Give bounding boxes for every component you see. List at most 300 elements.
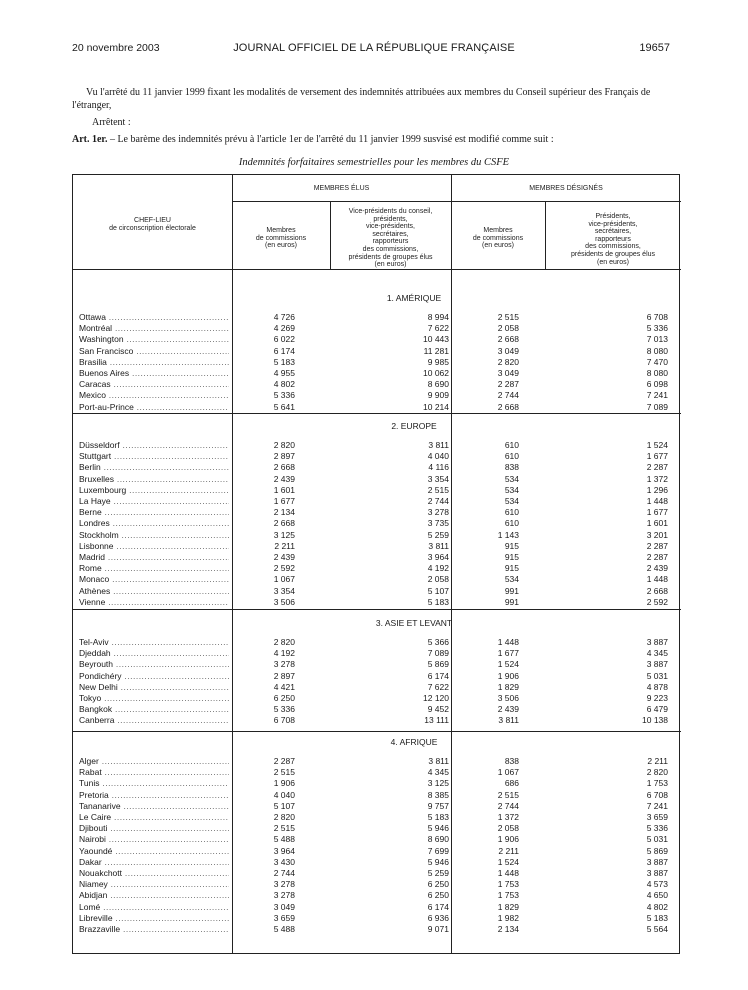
city-name: Caracas ..... [79,379,229,390]
city-name: Canberra ..... [79,715,229,726]
elus-vice-value: 10 214 [423,401,449,412]
designes-presidents-value: 9 223 [646,693,668,703]
city-name: Luxembourg ..... [79,485,229,496]
table-row [73,586,681,597]
designes-presidents-value: 7 470 [646,356,668,367]
designes-presidents-value: 8 080 [646,345,668,356]
table-row [73,541,681,552]
designes-presidents-value: 3 887 [646,659,668,670]
elus-vice-value: 5 946 [427,856,449,867]
designes-membres-value: 1 829 [497,681,519,692]
elus-membres-value: 2 897 [273,451,295,462]
elus-vice-value: 3 811 [428,540,449,551]
city-name: Buenos Aires ..... [79,368,229,379]
indemnities-table [72,174,680,954]
designes-membres-value: 1 448 [497,637,519,647]
elus-membres-value: 2 287 [273,756,295,766]
elus-vice-value: 9 452 [427,704,449,715]
city-name: San Francisco ..... [79,346,229,357]
designes-membres-value: 2 668 [497,401,519,412]
designes-presidents-value: 2 287 [646,462,668,473]
designes-presidents-value: 6 708 [646,789,668,800]
elus-membres-value: 3 125 [273,529,295,540]
table-caption: Indemnités forfaitaires semestrielles pour les membres du CSFE [238,157,510,168]
designes-membres-value: 610 [504,507,519,518]
city-name: Beyrouth ..... [79,659,229,670]
elus-vice-value: 8 385 [427,789,449,800]
table-row [73,474,681,485]
elus-vice-value: 3 354 [427,473,449,484]
city-name: Djeddah ..... [79,648,229,659]
journal-title: JOURNAL OFFICIEL DE LA RÉPUBLIQUE FRANÇAISE [233,42,515,54]
city-name: Tunis ..... [79,778,229,789]
city-name: Londres ..... [79,518,229,529]
designes-membres-value: 3 049 [497,368,519,378]
designes-membres-value: 2 134 [497,924,519,934]
elus-vice-value: 9 985 [427,356,449,367]
designes-presidents-value: 1 448 [646,574,668,585]
city-name: Le Caire ..... [79,812,229,823]
section-separator [73,609,681,610]
vu-paragraph: Vu l'arrêté du 11 janvier 1999 fixant les modalités de versement des indemnités attribuées aux membres du Conseil supérieur des Français de l'étranger, [72,87,651,111]
city-name: Rome ..... [79,563,229,574]
table-row [73,693,681,704]
city-name: Brazzaville ..... [79,924,229,935]
elus-vice-value: 8 994 [427,312,449,322]
city-name: Abidjan ..... [79,890,229,901]
elus-membres-value: 4 802 [273,379,295,390]
city-name: Washington ..... [79,334,229,345]
table-row [73,767,681,778]
designes-presidents-value: 5 869 [646,845,668,856]
designes-presidents-value: 4 650 [646,890,668,901]
table-row [73,868,681,879]
table-row [73,857,681,868]
designes-presidents-value: 5 564 [646,924,668,934]
city-name: Brasilia ..... [79,357,229,368]
table-row [73,496,681,507]
table-row [73,778,681,789]
elus-membres-value: 3 354 [273,585,295,596]
designes-presidents-value: 4 345 [646,648,668,659]
designes-membres-value: 686 [504,778,519,789]
designes-membres-value: 915 [504,563,519,574]
designes-membres-value: 1 677 [497,648,519,659]
designes-presidents-value: 3 887 [646,637,668,647]
elus-membres-value: 3 049 [273,901,295,912]
table-row [73,846,681,857]
designes-membres-value: 915 [504,552,519,562]
designes-membres-value: 1 524 [497,856,519,867]
designes-presidents-value: 4 878 [646,681,668,692]
designes-presidents-value: 4 573 [646,879,668,890]
city-name: Bruxelles ..... [79,474,229,485]
designes-presidents-value: 5 336 [646,323,668,334]
elus-vice-value: 9 071 [427,924,449,934]
designes-presidents-value: 6 098 [646,379,668,390]
table-row [73,879,681,890]
designes-presidents-value: 2 287 [646,540,668,551]
designes-presidents-value: 2 287 [646,552,668,562]
designes-membres-value: 1 906 [497,670,519,681]
city-name: Madrid ..... [79,552,229,563]
elus-vice-value: 8 690 [427,379,449,390]
elus-vice-value: 4 040 [427,451,449,462]
table-row [73,451,681,462]
designes-presidents-value: 4 802 [646,901,668,912]
elus-vice-value: 7 699 [427,845,449,856]
elus-vice-value: 13 111 [424,715,449,726]
designes-membres-value: 2 744 [497,390,519,401]
section-title: 2. EUROPE [391,421,437,431]
designes-presidents-value: 2 668 [646,585,668,596]
designes-membres-value: 610 [504,518,519,529]
table-row [73,659,681,670]
table-row [73,913,681,924]
table-row [73,440,681,451]
city-name: Stuttgart ..... [79,451,229,462]
table-row [73,715,681,726]
elus-vice-value: 9 909 [427,390,449,401]
elus-membres-value: 6 022 [273,334,295,345]
designes-presidents-value: 3 887 [646,868,668,878]
elus-membres-value: 2 515 [273,767,295,778]
elus-membres-value: 2 439 [273,473,295,484]
city-name: Athènes ..... [79,586,229,597]
section-title: 1. AMÉRIQUE [386,293,442,303]
designes-presidents-value: 5 183 [646,912,668,923]
elus-membres-value: 2 897 [273,670,295,681]
elus-membres-value: 4 726 [273,312,295,322]
designes-membres-value: 3 506 [497,693,519,703]
elus-membres-value: 2 744 [273,868,295,878]
city-name: Lisbonne ..... [79,541,229,552]
designes-presidents-value: 7 241 [646,800,668,811]
designes-membres-value: 1 829 [497,901,519,912]
designes-membres-value: 3 049 [497,345,519,356]
table-row [73,924,681,935]
table-row [73,648,681,659]
table-row [73,402,681,413]
table-row [73,518,681,529]
elus-membres-value: 5 107 [273,800,295,811]
city-name: Montréal ..... [79,323,229,334]
city-name: Pondichéry ..... [79,671,229,682]
table-row [73,671,681,682]
designes-membres-value: 838 [504,462,519,473]
table-row [73,552,681,563]
table-row [73,530,681,541]
elus-membres-value: 2 820 [273,637,295,647]
elus-membres-value: 5 336 [273,390,295,401]
designes-membres-value: 534 [504,496,519,506]
elus-membres-value: 2 439 [273,552,295,562]
table-row [73,637,681,648]
elus-vice-value: 5 869 [427,659,449,670]
table-row [73,574,681,585]
designes-presidents-value: 1 524 [646,440,668,450]
table-row [73,462,681,473]
elus-vice-value: 3 278 [427,507,449,518]
city-name: Rabat ..... [79,767,229,778]
elus-vice-value: 4 192 [427,563,449,574]
city-name: Bangkok ..... [79,704,229,715]
elus-vice-value: 6 250 [427,890,449,901]
city-name: La Haye ..... [79,496,229,507]
elus-membres-value: 1 067 [273,574,295,585]
elus-membres-value: 2 134 [273,507,295,518]
designes-presidents-value: 5 336 [646,823,668,834]
elus-vice-value: 8 690 [427,834,449,845]
elus-membres-value: 3 278 [273,659,295,670]
designes-membres-value: 1 753 [497,879,519,890]
elus-vice-value: 7 089 [427,648,449,659]
elus-membres-value: 4 955 [273,368,295,378]
elus-membres-value: 2 820 [273,812,295,822]
city-name: Pretoria ..... [79,790,229,801]
table-row [73,890,681,901]
designes-membres-value: 534 [504,484,519,495]
designes-presidents-value: 1 601 [646,518,668,529]
elus-membres-value: 2 820 [273,440,295,450]
table-row [73,597,681,608]
table-row [73,346,681,357]
header-chef-lieu: CHEF-LIEU de circonscription électorale [109,217,196,232]
table-row [73,790,681,801]
elus-vice-value: 11 281 [423,345,449,356]
page-number: 19657 [639,42,670,54]
header-elus-vice: Vice-présidents du conseil, présidents, vice-présidents, secrétaires, rapporteurs des commissions, présidents de groupes élus (en euros) [348,208,433,269]
city-name: Tokyo ..... [79,693,229,704]
elus-vice-value: 3 125 [427,778,449,789]
elus-vice-value: 7 622 [427,323,449,334]
table-row [73,563,681,574]
designes-membres-value: 2 668 [497,334,519,345]
table-row [73,834,681,845]
designes-presidents-value: 5 031 [646,834,668,845]
city-name: Monaco ..... [79,574,229,585]
city-name: Vienne ..... [79,597,229,608]
designes-membres-value: 610 [504,451,519,462]
city-name: Libreville ..... [79,913,229,924]
city-name: Ottawa ..... [79,312,229,323]
designes-membres-value: 838 [504,756,519,766]
elus-vice-value: 2 744 [427,496,449,506]
elus-vice-value: 5 946 [427,823,449,834]
article-label: Art. 1er. [72,134,108,145]
elus-membres-value: 2 668 [273,462,295,473]
elus-vice-value: 10 443 [423,334,449,345]
elus-vice-value: 5 259 [427,529,449,540]
elus-membres-value: 3 659 [273,912,295,923]
city-name: Berne ..... [79,507,229,518]
section-separator [73,731,681,732]
table-row [73,390,681,401]
designes-membres-value: 1 906 [497,834,519,845]
designes-membres-value: 2 211 [498,845,519,856]
elus-membres-value: 4 421 [273,681,295,692]
elus-membres-value: 6 250 [273,693,295,703]
elus-vice-value: 2 058 [427,574,449,585]
elus-membres-value: 3 278 [273,879,295,890]
designes-presidents-value: 7 241 [646,390,668,401]
table-row [73,368,681,379]
elus-membres-value: 2 668 [273,518,295,529]
city-name: Dakar ..... [79,857,229,868]
designes-presidents-value: 8 080 [646,368,668,378]
designes-presidents-value: 3 659 [646,812,668,822]
header-elus-membres: Membres de commissions (en euros) [255,227,307,250]
table-row [73,379,681,390]
elus-vice-value: 3 811 [428,440,449,450]
designes-membres-value: 1 524 [497,659,519,670]
city-name: Mexico ..... [79,390,229,401]
table-row [73,334,681,345]
elus-membres-value: 2 592 [273,563,295,574]
designes-membres-value: 2 439 [497,704,519,715]
elus-membres-value: 3 278 [273,890,295,901]
table-row [73,801,681,812]
city-name: Tel-Aviv ..... [79,637,229,648]
designes-presidents-value: 2 439 [646,563,668,574]
header-designes-presidents: Présidents, vice-présidents, secrétaires, rapporteurs des commissions, présidents de groupes élus (en euros) [570,213,656,266]
elus-vice-value: 6 174 [427,901,449,912]
designes-membres-value: 534 [504,574,519,585]
city-name: Nouakchott ..... [79,868,229,879]
elus-membres-value: 6 708 [273,715,295,726]
city-name: Nairobi ..... [79,834,229,845]
city-name: Tananarive ..... [79,801,229,812]
elus-membres-value: 1 906 [273,778,295,789]
elus-vice-value: 6 174 [427,670,449,681]
designes-presidents-value: 3 887 [646,856,668,867]
elus-membres-value: 3 506 [273,596,295,607]
city-name: Yaoundé ..... [79,846,229,857]
elus-vice-value: 5 183 [427,812,449,822]
elus-membres-value: 3 964 [273,845,295,856]
designes-membres-value: 1 753 [497,890,519,901]
city-name: Lomé ..... [79,902,229,913]
elus-membres-value: 1 601 [273,484,295,495]
elus-membres-value: 5 488 [273,834,295,845]
elus-vice-value: 3 735 [427,518,449,529]
elus-vice-value: 4 345 [427,767,449,778]
designes-presidents-value: 7 089 [646,401,668,412]
city-name: Port-au-Prince ..... [79,402,229,413]
section-title: 4. AFRIQUE [390,737,438,747]
elus-membres-value: 5 641 [273,401,295,412]
elus-membres-value: 1 677 [273,496,295,506]
designes-membres-value: 1 067 [497,767,519,778]
elus-vice-value: 3 811 [428,756,449,766]
header-membres-designes: MEMBRES DÉSIGNÉS [529,185,603,192]
designes-membres-value: 2 820 [497,356,519,367]
article-1-paragraph [72,134,682,145]
elus-membres-value: 5 183 [273,356,295,367]
designes-presidents-value: 10 138 [642,715,668,726]
elus-vice-value: 9 757 [427,800,449,811]
designes-membres-value: 2 744 [497,800,519,811]
city-name: Stockholm ..... [79,530,229,541]
designes-membres-value: 2 515 [497,789,519,800]
elus-vice-value: 4 116 [428,462,449,473]
city-name: Düsseldorf ..... [79,440,229,451]
designes-membres-value: 1 372 [497,812,519,822]
designes-membres-value: 3 811 [498,715,519,726]
elus-membres-value: 3 430 [273,856,295,867]
designes-presidents-value: 1 296 [646,484,668,495]
section-separator [73,413,681,414]
table-row [73,323,681,334]
designes-membres-value: 991 [504,585,519,596]
elus-membres-value: 4 040 [273,789,295,800]
designes-presidents-value: 5 031 [646,670,668,681]
table-row [73,902,681,913]
elus-vice-value: 10 062 [423,368,449,378]
table-row [73,682,681,693]
designes-presidents-value: 1 753 [646,778,668,789]
article-text: – Le barème des indemnités prévu à l'article 1er de l'arrêté du 11 janvier 1999 susvisé est modifié comme suit : [109,134,554,145]
elus-membres-value: 2 211 [274,540,295,551]
elus-membres-value: 5 488 [273,924,295,934]
designes-presidents-value: 1 677 [646,451,668,462]
city-name: Berlin ..... [79,462,229,473]
table-row [73,756,681,767]
designes-presidents-value: 1 372 [646,473,668,484]
header-date: 20 novembre 2003 [72,42,160,54]
designes-presidents-value: 6 479 [646,704,668,715]
designes-membres-value: 2 287 [497,379,519,390]
elus-vice-value: 2 515 [427,484,449,495]
designes-membres-value: 915 [504,540,519,551]
designes-membres-value: 1 143 [497,529,519,540]
elus-vice-value: 7 622 [427,681,449,692]
rule-header-bottom [73,269,681,270]
designes-membres-value: 2 058 [497,323,519,334]
table-row [73,507,681,518]
elus-membres-value: 5 336 [273,704,295,715]
elus-vice-value: 6 936 [427,912,449,923]
designes-presidents-value: 2 211 [647,756,668,766]
rule-header-split [232,201,681,202]
table-row [73,823,681,834]
table-row [73,485,681,496]
header-designes-membres: Membres de commissions (en euros) [472,227,524,250]
designes-presidents-value: 7 013 [646,334,668,345]
designes-membres-value: 1 982 [497,912,519,923]
designes-presidents-value: 1 677 [646,507,668,518]
elus-membres-value: 2 515 [273,823,295,834]
table-row [73,704,681,715]
section-title: 3. ASIE ET LEVANT [375,618,453,628]
table-row [73,357,681,368]
city-name: Djibouti ..... [79,823,229,834]
designes-membres-value: 534 [504,473,519,484]
table-row [73,812,681,823]
elus-membres-value: 6 174 [273,345,295,356]
city-name: New Delhi ..... [79,682,229,693]
city-name: Niamey ..... [79,879,229,890]
designes-membres-value: 2 058 [497,823,519,834]
designes-presidents-value: 2 820 [646,767,668,778]
designes-membres-value: 991 [504,596,519,607]
elus-membres-value: 4 269 [273,323,295,334]
designes-presidents-value: 2 592 [646,596,668,607]
designes-membres-value: 2 515 [497,312,519,322]
header-membres-elus: MEMBRES ÉLUS [313,185,370,192]
elus-vice-value: 12 120 [423,693,449,703]
elus-vice-value: 5 183 [427,596,449,607]
